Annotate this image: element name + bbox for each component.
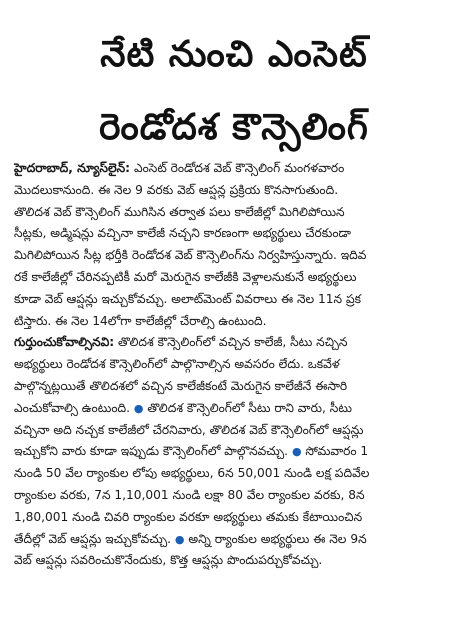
article-line: మొదలుకానుంది. ఈ నెల 9 వరకు వెబ్ ఆప్షన్ల ప్రక్రియ కొనసాగుతుంది. bbox=[14, 182, 339, 197]
article-line: తొలిదశ వెబ్ కౌన్సెలింగ్ ముగిసిన తర్వాత పలు కాలేజీల్లో మిగిలిపోయిన bbox=[14, 204, 345, 219]
article-body bbox=[14, 158, 456, 572]
article-line bbox=[14, 529, 456, 551]
article-line: వెబ్ ఆప్షన్లు సవరించుకొనేందుకు, కొత్త ఆప్షన్లు పొందుపర్చుకోవచ్చు. bbox=[14, 553, 323, 568]
article-text: ఎంసెట్ రెండోదశ వెబ్ కౌన్సెలింగ్ మంగళవారం bbox=[133, 161, 345, 175]
dateline: హైదరాబాద్, న్యూస్‌లైన్: bbox=[14, 161, 131, 175]
bullet-icon: ● bbox=[291, 445, 302, 459]
article-text: ఎంచుకోవాల్సి ఉంటుంది. bbox=[14, 400, 130, 415]
article-text: సోమవారం 1 bbox=[305, 444, 369, 459]
article-line: టిస్తారు. ఈ నెల 14లోగా కాలేజీల్లో చేరాల్సి ఉంటుంది. bbox=[14, 313, 267, 328]
article-line: సీట్లకు, అడ్మిషన్లు వచ్చినా కాలేజీ నచ్చని కారణంగా అభ్యర్థులు చేరకుండా bbox=[14, 226, 351, 241]
article-line: 1,80,001 నుండి చివరి ర్యాంకుల వరకూ అభ్యర్థులు తమకు కేటాయించిన bbox=[14, 509, 363, 524]
article-line: పాల్గొన్నట్లయితే తొలిదశలో వచ్చిన కాలేజీకంటే మెరుగైన కాలేజీనే ఈసారి bbox=[14, 378, 348, 393]
headline-line-2: రెండోదశ కౌన్సెలింగ్ bbox=[99, 107, 369, 148]
article-line bbox=[14, 398, 456, 420]
article-text: అన్ని ర్యాంకుల అభ్యర్థులు ఈ నెల 9న bbox=[188, 531, 367, 546]
article-line: నుండి 50 వేల ర్యాంకుల లోపు అభ్యర్థులు, 6న 50,001 నుండి లక్ష పదివేల bbox=[14, 466, 370, 481]
bullet-icon: ● bbox=[174, 532, 185, 546]
article-line: వచ్చినా అది నచ్చక కాలేజీలో చేరనివారు, తొలిదశ వెబ్ కౌన్సెలింగ్‌లో ఆప్షన్లు bbox=[14, 422, 364, 437]
article-text: తేదీల్లో వెబ్ ఆప్షన్లు ఇచ్చుకోవచ్చు. bbox=[14, 531, 172, 546]
article-line: రకే కాలేజీల్లో చేరినప్పటికీ మరో మెరుగైన కాలేజీకి వెళ్లాలనుకునే అభ్యర్థులు bbox=[14, 269, 357, 284]
article-line bbox=[14, 332, 456, 354]
article-line bbox=[14, 441, 456, 463]
sub-heading: గుర్తుంచుకోవాల్సినవి: bbox=[14, 335, 115, 350]
article-text: ఇచ్చుకోని వారు కూడా ఇప్పుడు కౌన్సెలింగ్‌లో పాల్గొనవచ్చు. bbox=[14, 444, 289, 459]
article-line: మిగిలిపోయిన సీట్ల భర్తీకి రెండోదశ వెబ్ కౌన్సెలింగ్‌ను నిర్వహిస్తున్నారు. ఇదివ bbox=[14, 248, 367, 263]
article-line: ర్యాంకుల వరకు, 7న 1,10,001 నుండి లక్షా 80 వేల ర్యాంకుల వరకు, 8న bbox=[14, 487, 365, 502]
bullet-icon: ● bbox=[133, 401, 144, 415]
headline-line-1: నేటి నుంచి ఎంసెట్ bbox=[100, 34, 368, 75]
article-line: కూడా వెబ్ ఆప్షన్లు ఇచ్చుకోవచ్చు. అలాట్‌మెంట్ వివరాలు ఈ నెల 11న ప్రక bbox=[14, 291, 362, 306]
article-text: తొలిదశ కౌన్సెలింగ్‌లో వచ్చిన కాలేజీ, సీటు నచ్చిన bbox=[117, 335, 348, 350]
article-text: తొలిదశ కౌన్సెలింగ్‌లో సీటు రాని వారు, సీటు bbox=[147, 400, 352, 415]
article-line bbox=[14, 158, 456, 180]
article-line: అభ్యర్థులు రెండోదశ కౌన్సెలింగ్‌లో పాల్గొనాల్సిన అవసరం లేదు. ఒకవేళ bbox=[14, 357, 340, 372]
